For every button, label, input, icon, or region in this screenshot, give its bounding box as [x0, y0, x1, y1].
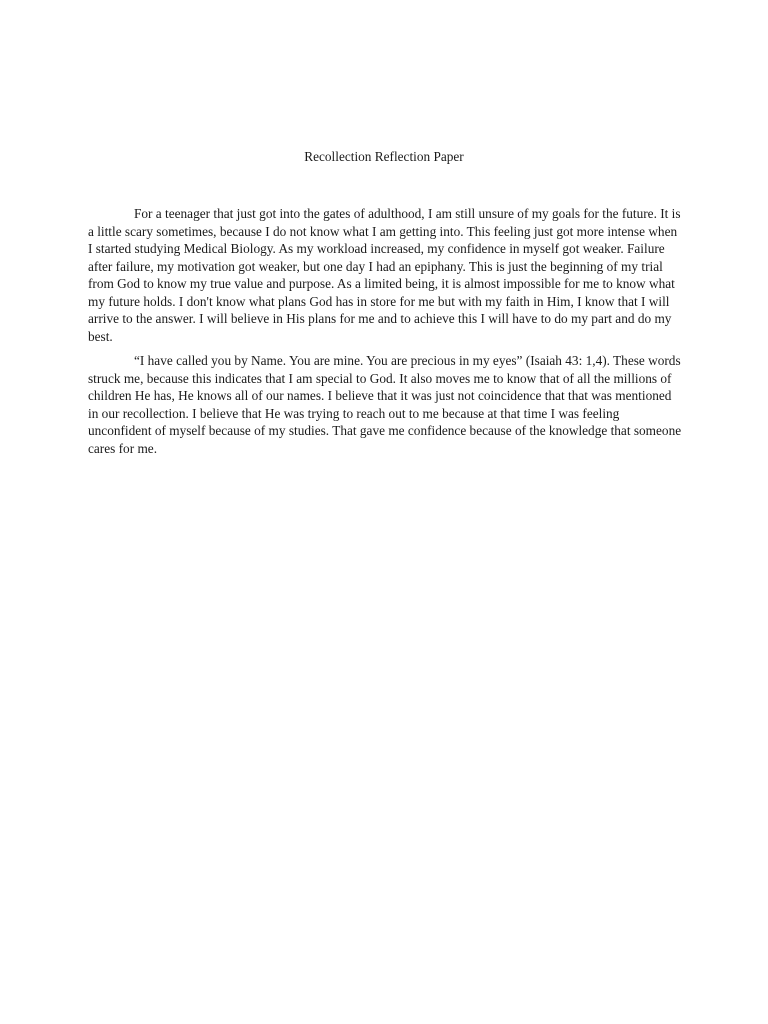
paragraph-2: “I have called you by Name. You are mine. You are precious in my eyes” (Isaiah 43: 1,4). These words struck me, because this indicates that I am special to God. It also moves me to know that of all the millions of children He has, He knows all of our names. I believe that it was just not coincidence that that was mentioned in our recollection. I believe that He was trying to reach out to me because at that time I was feeling unconfident of myself because of my studies. That gave me confidence because of the knowledge that someone cares for me.	[88, 353, 682, 456]
paragraph-1: For a teenager that just got into the gates of adulthood, I am still unsure of my goals for the future. It is a little scary sometimes, because I do not know what I am getting into. This feeling just got more intense when I started studying Medical Biology. As my workload increased, my confidence in myself got weaker. Failure after failure, my motivation got weaker, but one day I had an epiphany. This is just the beginning of my trial from God to know my true value and purpose. As a limited being, it is almost impossible for me to know what my future holds. I don't know what plans God has in store for me but with my faith in Him, I know that I will arrive to the answer. I will believe in His plans for me and to achieve this I will have to do my part and do my best.	[88, 206, 681, 344]
document-body	[88, 205, 682, 464]
page-title: Recollection Reflection Paper	[304, 149, 464, 164]
